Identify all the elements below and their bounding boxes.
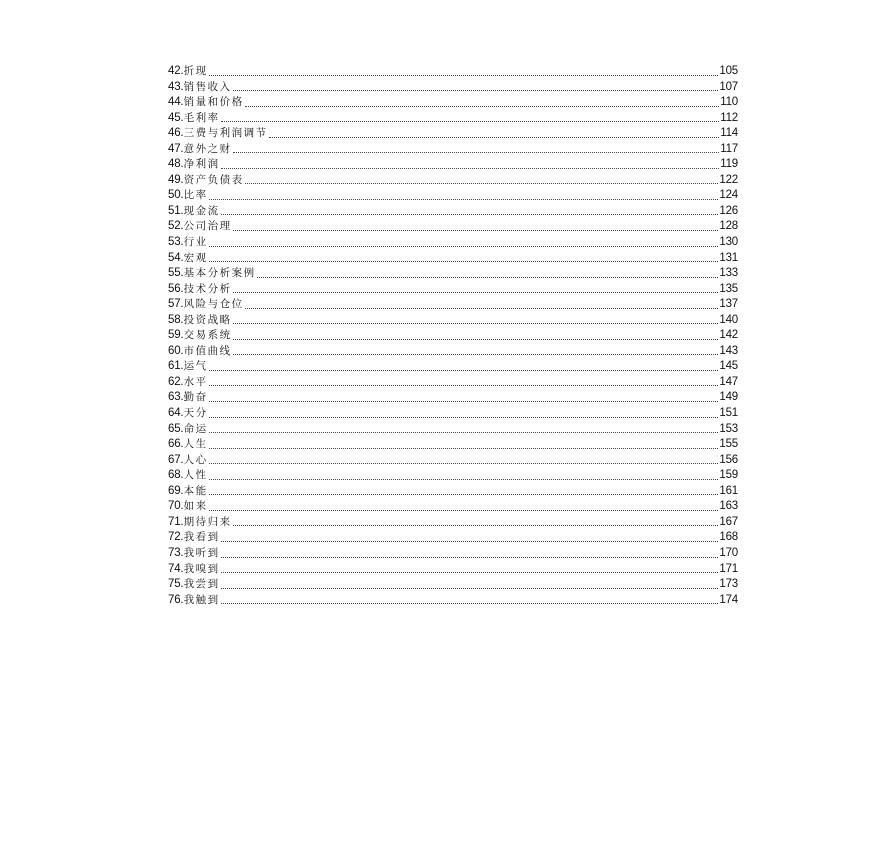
toc-entry-page-number: 170 xyxy=(719,546,738,559)
toc-dot-leader xyxy=(233,339,719,340)
toc-dot-leader xyxy=(209,448,719,449)
toc-entry[interactable] xyxy=(168,95,738,111)
toc-entry-number: 56 xyxy=(168,282,181,295)
toc-entry-page-number: 153 xyxy=(719,422,738,435)
toc-dot-leader xyxy=(245,106,720,107)
toc-entry-title: 折现 xyxy=(183,65,208,77)
toc-dot-leader xyxy=(233,152,720,153)
toc-entry-page-number: 149 xyxy=(719,391,738,404)
toc-entry-page-number: 145 xyxy=(719,360,738,373)
toc-dot-leader xyxy=(233,354,719,355)
toc-entry[interactable] xyxy=(168,484,738,500)
toc-entry-title: 期待归来 xyxy=(183,515,232,528)
toc-dot-leader xyxy=(209,417,719,418)
toc-entry-page-number: 173 xyxy=(719,578,738,591)
toc-dot-leader xyxy=(221,541,719,542)
toc-dot-leader xyxy=(233,90,719,91)
toc-entry-title: 意外之财 xyxy=(183,142,232,155)
toc-entry-number: 76 xyxy=(168,593,181,606)
toc-entry-title: 基本分析案例 xyxy=(183,267,256,280)
toc-entry-page-number: 110 xyxy=(720,96,738,109)
toc-entry-number: 52 xyxy=(168,220,181,233)
toc-entry-separator: . xyxy=(180,562,184,575)
toc-entry-number: 45 xyxy=(168,111,181,124)
toc-entry[interactable] xyxy=(168,422,738,438)
toc-entry[interactable] xyxy=(168,64,738,80)
toc-entry-separator: . xyxy=(180,313,184,326)
toc-dot-leader xyxy=(209,261,719,262)
toc-entry-number: 69 xyxy=(168,484,181,497)
toc-entry-title: 技术分析 xyxy=(183,282,232,295)
toc-entry-separator: . xyxy=(180,220,184,233)
toc-dot-leader xyxy=(233,292,719,293)
toc-dot-leader xyxy=(209,401,719,402)
toc-entry-title: 行业 xyxy=(183,236,208,249)
toc-entry[interactable] xyxy=(168,453,738,469)
toc-entry-number: 50 xyxy=(168,189,181,202)
toc-entry[interactable] xyxy=(168,375,738,391)
toc-entry-number: 58 xyxy=(168,313,181,326)
toc-entry-page-number: 163 xyxy=(719,500,738,513)
toc-entry-separator: . xyxy=(180,236,184,249)
toc-entry-title: 交易系统 xyxy=(183,329,232,342)
toc-entry-separator: . xyxy=(180,422,184,435)
toc-entry-number: 70 xyxy=(168,500,181,513)
toc-entry-title: 运气 xyxy=(183,360,208,373)
toc-dot-leader xyxy=(209,432,719,433)
toc-entry-page-number: 107 xyxy=(719,80,738,93)
toc-entry-title: 净利润 xyxy=(183,158,220,171)
toc-entry-separator: . xyxy=(180,438,184,451)
toc-dot-leader xyxy=(233,230,719,231)
toc-entry-page-number: 117 xyxy=(720,142,738,155)
toc-entry-page-number: 142 xyxy=(719,329,738,342)
toc-dot-leader xyxy=(233,525,719,526)
toc-entry-separator: . xyxy=(180,189,184,202)
toc-entry-number: 48 xyxy=(168,158,181,171)
toc-entry-number: 49 xyxy=(168,173,181,186)
toc-entry-separator: . xyxy=(180,142,184,155)
toc-entry-title: 我触到 xyxy=(183,593,220,606)
toc-entry-page-number: 135 xyxy=(719,282,738,295)
toc-entry-page-number: 143 xyxy=(719,344,738,357)
toc-entry[interactable] xyxy=(168,251,738,267)
toc-entry-separator: . xyxy=(180,407,184,420)
toc-entry-separator: . xyxy=(180,469,184,482)
toc-entry-separator: . xyxy=(180,593,184,606)
toc-entry[interactable] xyxy=(168,188,738,204)
toc-entry-page-number: 128 xyxy=(719,220,738,233)
toc-entry[interactable] xyxy=(168,297,738,313)
toc-entry-page-number: 140 xyxy=(719,313,738,326)
toc-entry-page-number: 159 xyxy=(719,469,738,482)
toc-entry-title: 宏观 xyxy=(183,251,208,264)
toc-entry-title: 人性 xyxy=(183,469,208,482)
toc-dot-leader xyxy=(221,557,719,558)
toc-entry[interactable] xyxy=(168,235,738,251)
toc-entry-separator: . xyxy=(180,391,184,404)
toc-entry[interactable] xyxy=(168,266,738,282)
toc-entry[interactable] xyxy=(168,437,738,453)
toc-entry-number: 54 xyxy=(168,251,181,264)
toc-entry-page-number: 114 xyxy=(720,127,738,140)
toc-entry-number: 72 xyxy=(168,531,181,544)
toc-entry[interactable] xyxy=(168,142,738,158)
toc-entry-title: 如来 xyxy=(183,500,208,513)
toc-entry-title: 人心 xyxy=(183,453,208,466)
toc-entry-page-number: 155 xyxy=(719,438,738,451)
toc-entry[interactable] xyxy=(168,530,738,546)
toc-dot-leader xyxy=(221,572,719,573)
toc-entry-number: 51 xyxy=(168,204,181,217)
toc-entry-number: 46 xyxy=(168,127,181,140)
toc-entry-separator: . xyxy=(180,282,184,295)
toc-entry-title: 销量和价格 xyxy=(183,96,244,109)
toc-entry-page-number: 161 xyxy=(719,484,738,497)
toc-entry-number: 61 xyxy=(168,360,181,373)
toc-entry-number: 73 xyxy=(168,546,181,559)
toc-entry-number: 64 xyxy=(168,407,181,420)
toc-entry-separator: . xyxy=(180,453,184,466)
toc-entry-number: 44 xyxy=(168,96,181,109)
toc-entry-page-number: 133 xyxy=(719,267,738,280)
toc-entry-page-number: 105 xyxy=(719,65,738,77)
toc-entry-title: 资产负债表 xyxy=(183,173,244,186)
toc-dot-leader xyxy=(245,183,719,184)
toc-entry-separator: . xyxy=(180,173,184,186)
toc-entry-separator: . xyxy=(180,329,184,342)
toc-entry-number: 75 xyxy=(168,578,181,591)
toc-entry-number: 42 xyxy=(168,65,181,77)
toc-entry-number: 74 xyxy=(168,562,181,575)
toc-entry-separator: . xyxy=(180,127,184,140)
toc-entry-title: 比率 xyxy=(183,189,208,202)
toc-entry-title: 现金流 xyxy=(183,204,220,217)
toc-entry-title: 我嗅到 xyxy=(183,562,220,575)
toc-dot-leader xyxy=(209,385,719,386)
toc-entry[interactable] xyxy=(168,515,738,531)
toc-entry-separator: . xyxy=(180,267,184,280)
toc-entry[interactable] xyxy=(168,173,738,189)
toc-entry-number: 47 xyxy=(168,142,181,155)
toc-entry-title: 风险与仓位 xyxy=(183,298,244,311)
toc-entry-separator: . xyxy=(180,531,184,544)
toc-entry-page-number: 174 xyxy=(719,593,738,606)
toc-entry-separator: . xyxy=(180,546,184,559)
toc-entry-page-number: 119 xyxy=(720,158,738,171)
toc-entry-separator: . xyxy=(180,111,184,124)
toc-entry-page-number: 122 xyxy=(719,173,738,186)
toc-entry[interactable] xyxy=(168,546,738,562)
toc-entry[interactable] xyxy=(168,468,738,484)
toc-dot-leader xyxy=(209,494,719,495)
toc-entry-number: 62 xyxy=(168,375,181,388)
toc-entry-separator: . xyxy=(180,515,184,528)
toc-entry-separator: . xyxy=(180,375,184,388)
toc-entry-separator: . xyxy=(180,578,184,591)
toc-dot-leader xyxy=(233,323,719,324)
toc-entry-separator: . xyxy=(180,344,184,357)
toc-entry-number: 55 xyxy=(168,267,181,280)
toc-entry-number: 59 xyxy=(168,329,181,342)
toc-entry[interactable] xyxy=(168,219,738,235)
toc-entry-separator: . xyxy=(180,204,184,217)
toc-dot-leader xyxy=(221,588,719,589)
toc-entry-separator: . xyxy=(180,484,184,497)
toc-entry[interactable] xyxy=(168,390,738,406)
toc-entry-title: 人生 xyxy=(183,438,208,451)
toc-dot-leader xyxy=(209,370,719,371)
toc-dot-leader xyxy=(269,137,720,138)
toc-entry-title: 本能 xyxy=(183,484,208,497)
toc-entry-title: 公司治理 xyxy=(183,220,232,233)
toc-entry[interactable] xyxy=(168,111,738,127)
toc-dot-leader xyxy=(221,168,720,169)
toc-entry[interactable] xyxy=(168,562,738,578)
toc-entry-number: 71 xyxy=(168,515,181,528)
toc-entry-separator: . xyxy=(180,80,184,93)
toc-entry-title: 勤奋 xyxy=(183,391,208,404)
toc-entry-separator: . xyxy=(180,500,184,513)
toc-entry-number: 66 xyxy=(168,438,181,451)
toc-entry[interactable] xyxy=(168,499,738,515)
toc-dot-leader xyxy=(209,246,719,247)
toc-entry-separator: . xyxy=(180,360,184,373)
toc-entry[interactable] xyxy=(168,157,738,173)
toc-entry-title: 命运 xyxy=(183,422,208,435)
toc-entry-number: 43 xyxy=(168,80,181,93)
toc-entry-page-number: 130 xyxy=(719,236,738,249)
toc-entry-number: 53 xyxy=(168,236,181,249)
toc-entry-title: 销售收入 xyxy=(183,80,232,93)
toc-entry-separator: . xyxy=(180,251,184,264)
toc-entry-title: 水平 xyxy=(183,375,208,388)
toc-entry[interactable] xyxy=(168,313,738,329)
toc-entry-title: 天分 xyxy=(183,407,208,420)
toc-entry-page-number: 124 xyxy=(719,189,738,202)
toc-entry[interactable] xyxy=(168,328,738,344)
toc-entry-title: 三费与利润调节 xyxy=(183,127,268,140)
toc-entry-number: 67 xyxy=(168,453,181,466)
toc-entry-page-number: 151 xyxy=(719,407,738,420)
toc-entry[interactable] xyxy=(168,359,738,375)
toc-dot-leader xyxy=(209,75,719,76)
toc-entry-title: 投资战略 xyxy=(183,313,232,326)
toc-entry[interactable] xyxy=(168,406,738,422)
toc-entry-page-number: 137 xyxy=(719,298,738,311)
toc-entry-page-number: 156 xyxy=(719,453,738,466)
toc-dot-leader xyxy=(209,199,719,200)
toc-entry-number: 57 xyxy=(168,298,181,311)
toc-entry[interactable] xyxy=(168,80,738,96)
toc-entry-page-number: 131 xyxy=(719,251,738,264)
table-of-contents xyxy=(168,64,738,608)
toc-dot-leader xyxy=(245,308,719,309)
toc-dot-leader xyxy=(221,121,720,122)
toc-entry-separator: . xyxy=(180,158,184,171)
toc-entry-number: 63 xyxy=(168,391,181,404)
toc-entry-page-number: 168 xyxy=(719,531,738,544)
toc-entry-page-number: 147 xyxy=(719,375,738,388)
toc-dot-leader xyxy=(209,510,719,511)
toc-entry[interactable] xyxy=(168,126,738,142)
toc-entry-title: 我看到 xyxy=(183,531,220,544)
toc-entry[interactable] xyxy=(168,282,738,298)
toc-entry-title: 我尝到 xyxy=(183,578,220,591)
toc-entry[interactable] xyxy=(168,344,738,360)
toc-entry[interactable] xyxy=(168,593,738,609)
toc-entry[interactable] xyxy=(168,577,738,593)
toc-dot-leader xyxy=(221,603,719,604)
toc-dot-leader xyxy=(221,214,719,215)
toc-entry-title: 市值曲线 xyxy=(183,344,232,357)
toc-entry-number: 60 xyxy=(168,344,181,357)
toc-dot-leader xyxy=(209,479,719,480)
toc-dot-leader xyxy=(257,277,719,278)
toc-entry-page-number: 171 xyxy=(719,562,738,575)
toc-entry-page-number: 126 xyxy=(719,204,738,217)
toc-entry-number: 65 xyxy=(168,422,181,435)
toc-entry-number: 68 xyxy=(168,469,181,482)
toc-entry-separator: . xyxy=(180,96,184,109)
toc-entry-page-number: 167 xyxy=(719,515,738,528)
toc-entry[interactable] xyxy=(168,204,738,220)
toc-dot-leader xyxy=(209,463,719,464)
toc-entry-separator: . xyxy=(180,298,184,311)
toc-entry-separator: . xyxy=(180,65,184,77)
toc-entry-title: 我听到 xyxy=(183,546,220,559)
toc-entry-page-number: 112 xyxy=(720,111,738,124)
toc-entry-title: 毛利率 xyxy=(183,111,220,124)
